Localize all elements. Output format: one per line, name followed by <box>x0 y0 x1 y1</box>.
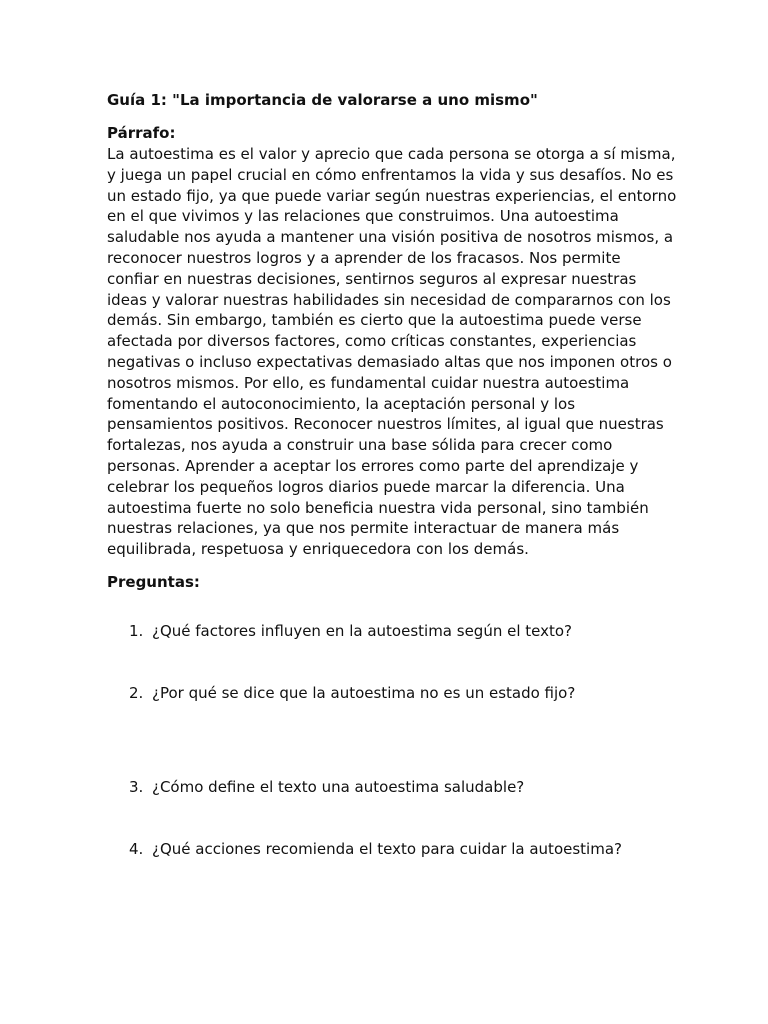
question-item <box>129 683 575 704</box>
question-number: 2. <box>129 684 144 702</box>
question-item <box>129 839 622 860</box>
question-item <box>129 621 572 642</box>
questions-label: Preguntas: <box>107 572 200 591</box>
question-text: ¿Cómo define el texto una autoestima saludable? <box>152 778 525 796</box>
question-item <box>129 777 524 798</box>
question-text: ¿Qué acciones recomienda el texto para cuidar la autoestima? <box>152 840 622 858</box>
question-text: ¿Qué factores influyen en la autoestima según el texto? <box>152 622 573 640</box>
paragraph-text: La autoestima es el valor y aprecio que cada persona se otorga a sí misma, y juega un papel crucial en cómo enfrentamos la vida y sus desafíos. No es un estado fijo, ya que puede variar según nuestras experiencias, el entorno en el que vivimos y las relaciones que construimos. Una autoestima saludable nos ayuda a mantener una visión positiva de nosotros mismos, a reconocer nuestros logros y a aprender de los fracasos. Nos permite confiar en nuestras decisiones, sentirnos seguros al expresar nuestras ideas y valorar nuestras habilidades sin necesidad de compararnos con los demás. Sin embargo, también es cierto que la autoestima puede verse afectada por diversos factores, como críticas constantes, experiencias negativas o incluso expectativas demasiado altas que nos imponen otros o nosotros mismos. Por ello, es fundamental cuidar nuestra autoestima fomentando el autoconocimiento, la aceptación personal y los pensamientos positivos. Reconocer nuestros límites, al igual que nuestras fortalezas, nos ayuda a construir una base sólida para crecer como personas. Aprender a aceptar los errores como parte del aprendizaje y celebrar los pequeños logros diarios puede marcar la diferencia. Una autoestima fuerte no solo beneficia nuestra vida personal, sino también nuestras relaciones, ya que nos permite interactuar de manera más equilibrada, respetuosa y enriquecedora con los demás. <box>107 145 677 559</box>
question-text: ¿Por qué se dice que la autoestima no es un estado fijo? <box>152 684 576 702</box>
question-number: 4. <box>129 840 144 858</box>
question-number: 1. <box>129 622 144 640</box>
paragraph-label: Párrafo: <box>107 124 176 142</box>
question-number: 3. <box>129 778 144 796</box>
document-title: Guía 1: "La importancia de valorarse a uno mismo" <box>107 91 538 109</box>
document-page <box>107 90 677 858</box>
